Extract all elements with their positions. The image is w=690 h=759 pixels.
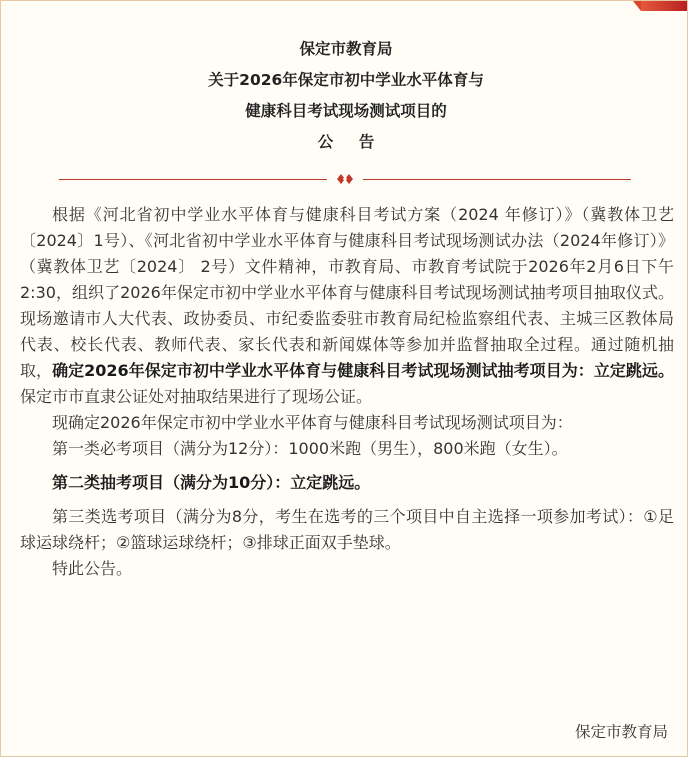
paragraph-category-3: 第三类选考项目（满分为8分，考生在选考的三个项目中自主选择一项参加考试）：①足球运球绕杆；②篮球运球绕杆；③排球正面双手垫球。 bbox=[20, 507, 674, 552]
title-line-1: 关于2026年保定市初中学业水平体育与 bbox=[208, 71, 484, 89]
paragraph-basis bbox=[20, 202, 674, 410]
paragraph-closing: 特此公告。 bbox=[52, 559, 133, 578]
corner-ribbon bbox=[641, 1, 687, 11]
divider-line-right bbox=[363, 179, 631, 180]
issuer-heading: 保定市教育局 bbox=[299, 40, 393, 58]
diamond-ornament-icon bbox=[336, 173, 354, 185]
announcement-body bbox=[20, 202, 674, 582]
paragraph-basis-emphasis: 确定2026年保定市初中学业水平体育与健康科目考试现场测试抽考项目为：立定跳远。 bbox=[52, 361, 674, 380]
title-line-2: 健康科目考试现场测试项目的 bbox=[245, 102, 447, 120]
title-line-3: 公 告 bbox=[317, 133, 385, 151]
title-divider bbox=[59, 178, 631, 182]
signature: 保定市教育局 bbox=[574, 723, 668, 741]
paragraph-basis-text: 根据《河北省初中学业水平体育与健康科目考试方案（2024 年修订）》（冀教体卫艺〔2024〕1号）、《河北省初中学业水平体育与健康科目考试现场测试办法（2024年修订）》（冀教体卫艺〔2024〕 2号）文件精神，市教育局、市教育考试院于2026年2月6日下午2:30，组织了2026年保定市初中学业水平体育与健康科目考试现场测试抽考项目抽取仪式。现场邀请市人大代表、政协委员、市纪委监委驻市教育局纪检监察组代表、主城三区教体局代表、校长代表、教师代表、家长代表和新闻媒体等参加并监督抽取全过程。通过随机抽取， bbox=[20, 205, 674, 380]
title-block bbox=[1, 34, 688, 158]
paragraph-category-1: 第一类必考项目（满分为12分）：1000米跑（男生），800米跑（女生）。 bbox=[52, 439, 568, 458]
paragraph-category-2: 第二类抽考项目（满分为10分）：立定跳远。 bbox=[52, 473, 371, 492]
paragraph-items-intro: 现确定2026年保定市初中学业水平体育与健康科目考试现场测试项目为： bbox=[52, 413, 573, 432]
corner-ribbon-tip bbox=[633, 1, 641, 11]
divider-line-left bbox=[59, 179, 327, 180]
paragraph-basis-notary: 保定市市直隶公证处对抽取结果进行了现场公证。 bbox=[20, 387, 373, 406]
